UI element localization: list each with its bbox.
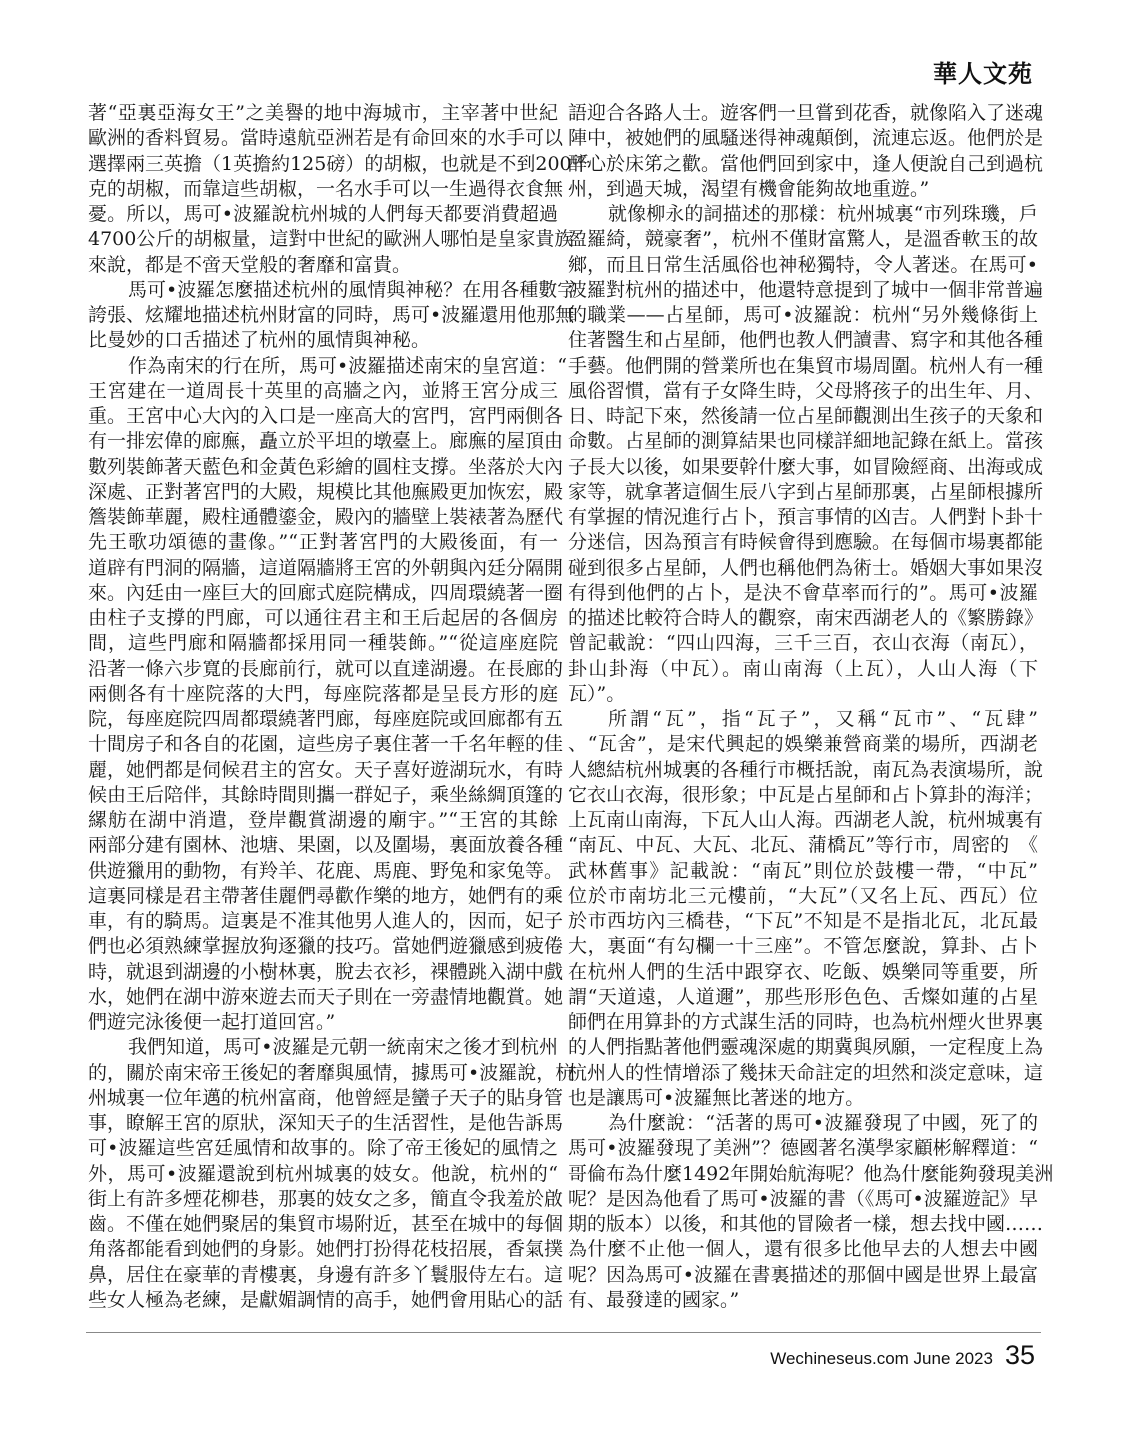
text-line: 時，就退到湖邊的小樹林裏，脫去衣衫，裸體跳入湖中戲 [88,960,564,983]
text-line: 先王歌功頌德的畫像。”“正對著宮門的大殿後面，有一 [88,531,558,554]
text-line: 州城裏一位年邁的杭州富商，他曾經是蠻子天子的貼身管 [88,1086,564,1109]
text-line: 憂。所以，馬可•波羅說杭州城的人們每天都要消費超過 [88,203,558,225]
text-line: 我們知道，馬可•波羅是元朝一統南宋之後才到杭州 [128,1036,558,1059]
text-line: 波羅對杭州的描述中，他還特意提到了城中一個非常普遍 [568,278,1044,301]
footer-divider [86,1332,1041,1333]
paragraph [88,278,577,354]
page-number: 35 [1004,1340,1035,1370]
text-line: 可•波羅這些宮廷風情和故事的。除了帝王後妃的風情之 [88,1137,558,1160]
paragraph [568,202,1044,707]
text-line: 候由王后陪伴，其餘時間則攜一群妃子，乘坐絲綢頂篷的 [88,783,564,806]
text-line: 有一排宏偉的廊廡，矗立於平坦的墩臺上。廊廡的屋頂由 [88,430,564,453]
text-line: 來。內廷由一座巨大的回廊式庭院構成，四周環繞著一圈 [88,581,564,604]
text-line: 簷裝飾華麗，殿柱通體鎏金，殿內的牆壁上裝裱著為歷代 [88,506,564,528]
text-line: 有、最發達的國家。” [568,1288,740,1311]
text-line: 有得到他們的占卜，是決不會草率而行的”。馬可•波羅 [568,581,1038,604]
text-line: 為什麼說：“活著的馬可•波羅發現了中國，死了的 [608,1112,1038,1134]
text-line: 車，有的騎馬。這裏是不准其他男人進人的，因而，妃子 [88,910,564,932]
text-line: 十間房子和各自的花園，這些房子裏住著一千名年輕的佳 [88,733,564,756]
text-line: 醉心於床笫之歡。當他們回到家中，逢人便說自己到過杭 [568,152,1044,175]
text-line: 比曼妙的口舌描述了杭州的風情與神秘。 [88,329,431,352]
article-column-left [88,101,591,1313]
text-line: 們遊完泳後便一起打道回宮。” [88,1011,336,1033]
paragraph [568,101,1044,202]
text-line: 就像柳永的詞描述的那樣：杭州城裏“市列珠璣，戶 [608,203,1038,225]
text-line: 手藝。他們開的營業所也在集貿市場周圍。杭州人有一種 [568,354,1044,377]
text-line: 兩部分建有園林、池塘、果園，以及圍場，裏面放養各種 [88,834,564,857]
text-line: 在杭州人們的生活中跟穿衣、吃飯、娛樂同等重要，所 [568,960,1038,983]
text-line: 的描述比較符合時人的觀察，南宋西湖老人的《繁勝錄》 [568,607,1044,629]
paragraph [568,707,1044,1111]
text-line: 所謂“瓦”，指“瓦子”，又稱“瓦市”、“瓦肆” [608,708,1038,730]
text-line: 數列裝飾著天藍色和金黃色彩繪的圓柱支撐。坐落於大內 [88,455,564,478]
text-line: 分迷信，因為預言有時候會得到應驗。在每個市場裏都能 [568,531,1044,554]
text-line: 作為南宋的行在所，馬可•波羅描述南宋的皇宮道：“ [128,354,567,377]
text-line: 碰到很多占星師，人們也稱他們為術士。婚姻大事如果沒 [568,556,1044,579]
text-line: 於市西坊內三橋巷，“下瓦”不知是不是指北瓦，北瓦最 [568,910,1038,932]
text-line: 人總結杭州城裏的各種行市概括說，南瓦為表演場所，說 [568,758,1044,781]
text-line: 馬可•波羅發現了美洲”？德國著名漢學家顧彬解釋道：“ [568,1137,1038,1160]
text-line: 歐洲的香料貿易。當時遠航亞洲若是有命回來的水手可以 [88,127,564,150]
text-line: 陣中，被她們的風騷迷得神魂顛倒，流連忘返。他們於是 [568,127,1044,150]
text-line: 鄉，而且日常生活風俗也神秘獨特，令人著迷。在馬可• [568,253,1038,276]
text-line: 為什麼不止他一個人，還有很多比他早去的人想去中國 [568,1238,1038,1261]
paragraph [88,1035,575,1313]
text-line: 街上有許多煙花柳巷，那裏的妓女之多，簡直令我羞於啟 [88,1187,564,1210]
text-line: 4700公斤的胡椒量，這對中世紀的歐洲人哪怕是皇家貴族 [88,228,574,251]
text-line: 有掌握的情況進行占卜，預言事情的凶吉。人們對卜卦十 [568,506,1044,528]
text-line: 著“亞裏亞海女王”之美譽的地中海城市，主宰著中世紀 [88,102,558,124]
paragraph [568,1111,1054,1313]
footer-site-date: Wechineseus.com June 2023 [770,1349,993,1368]
text-line: 、“瓦舍”，是宋代興起的娛樂兼營商業的場所，西湖老 [568,733,1038,756]
text-line: 角落都能看到她們的身影。她們打扮得花枝招展，香氣撲 [88,1238,564,1261]
text-line: 重。王宮中心大內的入口是一座高大的宮門，宮門兩側各 [88,405,564,427]
text-line: 兩側各有十座院落的大門，每座院落都是呈長方形的庭 [88,682,558,705]
text-line: 謂“天道遠，人道邇”，那些形形色色、舌燦如蓮的占星 [568,985,1038,1008]
text-line: 麗，她們都是伺候君主的宮女。天子喜好遊湖玩水，有時 [88,758,564,781]
text-line: 命數。占星師的測算結果也同樣詳細地記錄在紙上。當孩 [568,430,1044,453]
text-line: 卦山卦海（中瓦）。南山南海（上瓦），人山人海（下 [568,657,1038,680]
paragraph [88,354,567,1036]
text-line: 語迎合各路人士。遊客們一旦嘗到花香，就像陷入了迷魂 [568,102,1044,124]
text-line: 院，每座庭院四周都環繞著門廊，每座庭院或回廊都有五 [88,708,564,730]
text-line: 州，到過天城，渴望有機會能夠故地重遊。” [568,177,930,200]
text-line: 的職業——占星師，馬可•波羅說：杭州“另外幾條街上 [568,304,1038,326]
text-line: 的人們指點著他們靈魂深處的期冀與夙願，一定程度上為 [568,1036,1044,1059]
text-line: 哥倫布為什麼1492年開始航海呢？他為什麼能夠發現美洲 [568,1162,1054,1185]
text-line: 外，馬可•波羅還說到杭州城裏的妓女。他說，杭州的“ [88,1162,558,1185]
text-line: 深處、正對著宮門的大殿，規模比其他廡殿更加恢宏，殿 [88,480,564,503]
text-line: 也是讓馬可•波羅無比著迷的地方。 [568,1086,865,1109]
text-line: 這裏同樣是君主帶著佳麗們尋歡作樂的地方，她們有的乘 [88,884,564,907]
article-column-right [568,101,1054,1313]
text-line: 武林舊事》記載說：“南瓦”則位於鼓樓一帶，“中瓦” [568,859,1038,882]
text-line: 克的胡椒，而靠這些胡椒，一名水手可以一生過得衣食無 [88,177,564,200]
text-line: “南瓦、中瓦、大瓦、北瓦、蒲橋瓦”等行市，周密的 《 [568,834,1038,857]
text-line: 瓦）”。 [568,682,626,705]
text-line: 子長大以後，如果要幹什麼大事，如冒險經商、出海或成 [568,455,1044,478]
text-line: 道辟有門洞的隔牆，這道隔牆將王宮的外朝與內廷分隔開 [88,556,564,579]
text-line: 縲舫在湖中消遣，登岸觀賞湖邊的廟宇。”“王宮的其餘 [88,809,558,831]
text-line: 它衣山衣海，很形象；中瓦是占星師和占卜算卦的海洋； [568,783,1044,806]
text-line: 住著醫生和占星師，他們也教人們讀書、寫字和其他各種 [568,329,1044,352]
page-footer [770,1340,1035,1371]
paragraph [88,101,591,278]
text-line: 位於市南坊北三元樓前，“大瓦”（又名上瓦、西瓦）位 [568,884,1038,907]
text-line: 上瓦南山南海，下瓦人山人海。西湖老人說，杭州城裏有 [568,809,1044,831]
text-line: 的，關於南宋帝王後妃的奢靡與風情，據馬可•波羅說，杭 [88,1061,575,1084]
text-line: 杭州人的性情增添了幾抹天命註定的坦然和淡定意味，這 [568,1061,1044,1084]
text-line: 們也必須熟練掌握放狗逐獵的技巧。當她們遊獵感到疲倦 [88,935,564,958]
text-line: 大，裏面“有勾欄一十三座”。不管怎麼說，算卦、占卜 [568,935,1038,958]
text-line: 師們在用算卦的方式謀生活的同時，也為杭州煙火世界裏 [568,1011,1044,1033]
text-line: 些女人極為老練，是獻媚調情的高手，她們會用貼心的話 [88,1288,564,1311]
text-line: 家等，就拿著這個生辰八字到占星師那裏，占星師根據所 [568,480,1044,503]
text-line: 誇張、炫耀地描述杭州財富的同時，馬可•波羅還用他那無 [88,304,575,326]
text-line: 呢？因為馬可•波羅在書裏描述的那個中國是世界上最富 [568,1263,1038,1286]
text-line: 盈羅綺，競豪奢”，杭州不僅財富驚人，是溫香軟玉的故 [568,228,1038,251]
text-line: 呢？是因為他看了馬可•波羅的書（《馬可•波羅遊記》早 [568,1187,1038,1210]
text-line: 齒。不僅在她們聚居的集貿市場附近，甚至在城中的每個 [88,1213,564,1235]
text-line: 供遊獵用的動物，有羚羊、花鹿、馬鹿、野兔和家兔等。 [88,859,564,882]
text-line: 水，她們在湖中游來遊去而天子則在一旁盡情地觀賞。她 [88,985,564,1008]
text-line: 王宮建在一道周長十英里的高牆之內，並將王宮分成三 [88,379,558,402]
text-line: 選擇兩三英擔（1英擔約125磅）的胡椒，也就是不到200千 [88,152,591,175]
text-line: 間，這些門廊和隔牆都採用同一種裝飾。”“從這座庭院 [88,632,558,655]
text-line: 沿著一條六步寬的長廊前行，就可以直達湖邊。在長廊的 [88,657,564,680]
text-line: 鼻，居住在豪華的青樓裏，身邊有許多丫鬟服侍左右。這 [88,1263,564,1286]
text-line: 事，瞭解王宮的原狀，深知天子的生活習性，是他告訴馬 [88,1112,564,1134]
text-line: 風俗習慣，當有子女降生時，父母將孩子的出生年、月、 [568,379,1044,402]
section-title: 華人文苑 [933,59,1033,88]
text-line: 期的版本）以後，和其他的冒險者一樣，想去找中國…… [568,1213,1044,1235]
text-line: 來說，都是不啻天堂般的奢靡和富貴。 [88,253,412,276]
text-line: 由柱子支撐的門廊，可以通往君主和王后起居的各個房 [88,607,558,629]
text-line: 曾記載說：“四山四海，三千三百，衣山衣海（南瓦）， [568,632,1038,655]
text-line: 日、時記下來，然後請一位占星師觀測出生孩子的天象和 [568,405,1044,427]
text-line: 馬可•波羅怎麼描述杭州的風情與神秘？在用各種數字 [128,278,577,301]
